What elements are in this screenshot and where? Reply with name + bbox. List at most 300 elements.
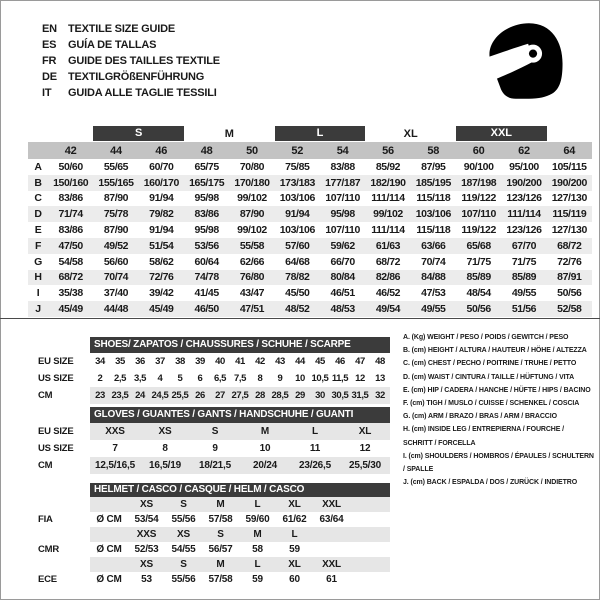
measurement-cell: 87/95 — [421, 160, 446, 173]
measurement-cell: 68/72 — [58, 271, 83, 284]
language-row — [42, 21, 220, 37]
measurement-row — [28, 285, 592, 301]
value-cell: 57/58 — [208, 514, 233, 525]
value-cell: 41 — [235, 356, 245, 367]
measurement-cell: 190/200 — [551, 176, 587, 189]
measurement-cell: 74/78 — [194, 271, 219, 284]
value-cell: XL — [358, 426, 372, 437]
value-cell: XS — [140, 559, 153, 570]
value-cell: L — [254, 499, 261, 510]
value-cell: 31,5 — [351, 390, 369, 401]
table-title: GLOVES / GUANTES / GANTS / HANDSCHUHE / GUANTI — [90, 407, 390, 423]
size-header-cell: 58 — [427, 144, 440, 157]
value-cell: 60 — [289, 574, 300, 585]
measurement-cell: 75/85 — [285, 160, 310, 173]
measurement-cell: 187/198 — [461, 176, 497, 189]
value-cell: XXL — [322, 499, 341, 510]
value-cell: 59 — [289, 544, 300, 555]
measurement-cell: 39/42 — [149, 287, 174, 300]
legend-item: H. (cm) INSIDE LEG / ENTREPIERNA / FOURCHE / SCHRITT / FORCELLA — [403, 426, 565, 447]
value-cell: L — [312, 426, 318, 437]
value-cell: 57/58 — [208, 574, 233, 585]
measurement-row — [28, 270, 592, 286]
legend-item: J. (cm) BACK / ESPALDA / DOS / ZURÜCK / INDIETRO — [403, 479, 578, 487]
measurement-cell: 160/170 — [143, 176, 179, 189]
size-header-cell: 42 — [64, 144, 77, 157]
size-header-row — [28, 142, 592, 159]
measurement-cell: 67/70 — [511, 239, 537, 252]
value-cell: 5 — [177, 373, 183, 384]
row-label — [28, 557, 90, 572]
table-row — [28, 512, 390, 527]
measurement-row — [28, 159, 592, 175]
measurement-cell: 72/76 — [149, 271, 174, 284]
measurement-cell: 71/75 — [466, 255, 491, 268]
value-cell: XXS — [136, 529, 157, 540]
measurement-cell: 91/94 — [149, 224, 174, 237]
size-header-cell: 48 — [200, 144, 213, 157]
measurement-cell: 56/60 — [103, 255, 129, 268]
value-cell: 44 — [295, 356, 305, 367]
value-cell: 45 — [315, 356, 325, 367]
value-cell: 63/64 — [319, 514, 344, 525]
measurement-cell: 90/100 — [463, 160, 494, 173]
measurement-cell: 70/74 — [103, 271, 129, 284]
measurement-cell: 70/80 — [239, 160, 265, 173]
row-label: E — [34, 224, 42, 237]
measurement-cell: 190/200 — [506, 176, 542, 189]
measurement-cell: 61/63 — [375, 239, 401, 252]
row-cells — [90, 542, 390, 557]
row-cells — [90, 423, 390, 440]
measurement-cell: 54/58 — [58, 255, 83, 268]
value-cell: 25,5 — [171, 390, 189, 401]
measurement-cell: 57/60 — [285, 239, 310, 252]
language-code: FR — [42, 55, 57, 67]
value-cell: 35 — [115, 356, 125, 367]
legend-item: C. (cm) CHEST / PECHO / POITRINE / TRUHE / PETTO — [403, 360, 577, 368]
measurement-cell: 103/106 — [279, 192, 315, 205]
gloves-size-table — [28, 407, 390, 474]
language-code: EN — [42, 23, 57, 35]
measurement-cell: 99/102 — [237, 224, 267, 237]
measurement-cell: 80/84 — [330, 271, 355, 284]
row-label — [28, 527, 90, 542]
measurement-cell: 35/38 — [58, 287, 83, 300]
measurement-cell: 50/56 — [557, 287, 582, 300]
table-title: SHOES/ ZAPATOS / CHAUSSURES / SCHUHE / SCARPE — [90, 337, 390, 353]
measurement-cell: 99/102 — [237, 192, 267, 205]
measurement-cell: 173/183 — [279, 176, 315, 189]
row-cells — [90, 353, 390, 370]
row-label: I — [36, 287, 40, 300]
measurement-cell: 150/160 — [53, 176, 89, 189]
guide-title: GUIDE DES TAILLES TEXTILE — [68, 55, 220, 67]
measurement-cell: 115/119 — [552, 208, 587, 221]
value-cell: 20/24 — [252, 460, 278, 471]
value-cell: Ø CM — [96, 514, 122, 525]
row-label: D — [34, 208, 42, 221]
measurement-cell: 48/53 — [330, 303, 355, 316]
guide-title: TEXTILGRÖßENFÜHRUNG — [68, 71, 205, 83]
language-row — [42, 37, 220, 53]
measurement-cell: 76/80 — [239, 271, 265, 284]
measurement-cell: 46/51 — [330, 287, 355, 300]
value-cell: 9 — [212, 443, 218, 454]
language-row — [42, 69, 220, 85]
measurement-cell: 182/190 — [370, 176, 406, 189]
textile-size-table — [28, 125, 592, 317]
value-cell: 48 — [375, 356, 385, 367]
measurement-cell: 83/88 — [330, 160, 355, 173]
helmet-icon — [483, 15, 565, 112]
value-cell: 26 — [195, 390, 205, 401]
table-row — [28, 423, 390, 440]
measurement-cell: 107/110 — [325, 192, 360, 205]
header-spacer — [28, 407, 90, 423]
guide-title: GUÍA DE TALLAS — [68, 39, 157, 51]
measurement-row — [28, 206, 592, 222]
measurement-cell: 105/115 — [552, 160, 587, 173]
measurement-legend — [403, 331, 595, 489]
row-label: B — [34, 176, 42, 189]
value-cell: 43 — [275, 356, 285, 367]
value-cell: 37 — [155, 356, 165, 367]
measurement-cell: 84/88 — [421, 271, 446, 284]
value-cell: 23,5 — [111, 390, 129, 401]
measurement-cell: 119/122 — [461, 192, 496, 205]
row-label: CMR — [38, 544, 60, 555]
measurement-cell: 71/74 — [58, 208, 83, 221]
row-cells — [90, 512, 390, 527]
row-label: CM — [38, 390, 53, 401]
measurement-cell: 64/68 — [285, 255, 310, 268]
measurement-cell: 47/53 — [421, 287, 446, 300]
measurement-cell: 68/72 — [557, 239, 582, 252]
measurement-cell: 127/130 — [551, 224, 587, 237]
measurement-cell: 103/106 — [415, 208, 451, 221]
value-cell: 10 — [295, 373, 305, 384]
value-cell: 40 — [215, 356, 225, 367]
measurement-cell: 52/58 — [557, 303, 582, 316]
row-label: ECE — [38, 574, 57, 585]
table-row — [28, 457, 390, 474]
measurement-cell: 127/130 — [551, 192, 587, 205]
value-cell: 52/53 — [134, 544, 159, 555]
measurement-cell: 55/58 — [239, 239, 265, 252]
value-cell: 18/21,5 — [199, 460, 231, 471]
measurement-cell: 79/82 — [149, 208, 174, 221]
measurement-cell: 177/187 — [325, 176, 361, 189]
measurement-cell: 50/60 — [58, 160, 83, 173]
value-cell: 23 — [95, 390, 105, 401]
value-cell: XL — [288, 499, 301, 510]
measurement-cell: 115/118 — [416, 224, 451, 237]
measurement-row — [28, 175, 592, 191]
language-row — [42, 85, 220, 101]
measurement-cell: 60/70 — [149, 160, 174, 173]
measurement-cell: 50/56 — [466, 303, 491, 316]
header-spacer — [28, 337, 90, 353]
measurement-cell: 71/75 — [511, 255, 537, 268]
value-cell: 55/56 — [171, 574, 196, 585]
size-group-label: M — [224, 127, 234, 140]
measurement-row — [28, 301, 592, 317]
row-label: EU SIZE — [38, 426, 74, 437]
value-cell: 28,5 — [271, 390, 289, 401]
measurement-cell: 75/78 — [103, 208, 129, 221]
value-cell: 6,5 — [213, 373, 226, 384]
value-cell: 47 — [355, 356, 365, 367]
value-cell: S — [180, 559, 187, 570]
legend-item: I. (cm) SHOULDERS / HOMBROS / ÉPAULES / SCHULTERN / SPALLE — [403, 452, 594, 474]
value-cell: XS — [158, 426, 172, 437]
row-cells — [90, 557, 390, 572]
value-cell: 30,5 — [331, 390, 349, 401]
table-row — [28, 527, 390, 542]
value-cell: Ø CM — [96, 574, 122, 585]
value-cell: XS — [177, 529, 190, 540]
legend-item: B. (cm) HEIGHT / ALTURA / HAUTEUR / HÖHE / ALTEZZA — [403, 347, 587, 355]
measurement-cell: 48/54 — [466, 287, 491, 300]
measurement-cell: 91/94 — [285, 208, 310, 221]
measurement-cell: 170/180 — [234, 176, 270, 189]
measurement-cell: 49/55 — [421, 303, 446, 316]
value-cell: XXL — [322, 559, 341, 570]
measurement-cell: 58/62 — [149, 255, 174, 268]
measurement-cell: 83/86 — [58, 192, 83, 205]
language-row — [42, 53, 220, 69]
row-label — [28, 497, 90, 512]
value-cell: 61/62 — [282, 514, 307, 525]
value-cell: 25,5/30 — [349, 460, 381, 471]
measurement-cell: 72/76 — [557, 255, 582, 268]
value-cell: 55/56 — [171, 514, 196, 525]
language-title-block — [42, 21, 220, 101]
row-cells — [90, 370, 390, 387]
measurement-cell: 46/52 — [375, 287, 401, 300]
value-cell: 30 — [315, 390, 325, 401]
measurement-cell: 107/110 — [325, 224, 360, 237]
measurement-cell: 47/50 — [58, 239, 83, 252]
value-cell: 61 — [326, 574, 337, 585]
value-cell: 10,5 — [311, 373, 329, 384]
value-cell: 24 — [135, 390, 145, 401]
table-row — [28, 497, 390, 512]
value-cell: 34 — [95, 356, 105, 367]
value-cell: 53 — [141, 574, 152, 585]
size-header-cell: 46 — [155, 144, 168, 157]
measurement-cell: 49/52 — [103, 239, 129, 252]
table-title: HELMET / CASCO / CASQUE / HELM / CASCO — [90, 483, 390, 497]
size-group-label: XL — [403, 127, 418, 140]
legend-item: A. (Kg) WEIGHT / PESO / POIDS / GEWITCH / PESO — [403, 334, 569, 341]
size-group-label: XXL — [456, 126, 547, 141]
header-spacer — [28, 483, 90, 497]
value-cell: 23/26,5 — [299, 460, 331, 471]
measurement-cell: 48/52 — [285, 303, 310, 316]
measurement-cell: 185/195 — [415, 176, 451, 189]
measurement-cell: 46/50 — [194, 303, 219, 316]
value-cell: 36 — [135, 356, 145, 367]
measurement-cell: 83/86 — [58, 224, 83, 237]
value-cell: 58 — [252, 544, 263, 555]
measurement-cell: 95/98 — [330, 208, 355, 221]
value-cell: 12,5/16,5 — [95, 460, 135, 471]
table-row — [28, 353, 390, 370]
language-code: ES — [42, 39, 57, 51]
value-cell: 27,5 — [231, 390, 249, 401]
value-cell: 10 — [259, 443, 271, 454]
measurement-cell: 85/89 — [466, 271, 491, 284]
guide-title: GUIDA ALLE TAGLIE TESSILI — [68, 87, 217, 99]
value-cell: XS — [140, 499, 153, 510]
measurement-cell: 83/86 — [194, 208, 219, 221]
value-cell: 53/54 — [134, 514, 159, 525]
row-label: CM — [38, 460, 53, 471]
measurement-cell: 95/100 — [509, 160, 539, 173]
value-cell: 59 — [252, 574, 263, 585]
value-cell: 4 — [157, 373, 163, 384]
value-cell: 7,5 — [233, 373, 246, 384]
value-cell: XXS — [105, 426, 125, 437]
row-label: J — [35, 303, 41, 316]
value-cell: 59/60 — [245, 514, 270, 525]
row-label: US SIZE — [38, 443, 74, 454]
value-cell: 29 — [295, 390, 305, 401]
measurement-cell: 70/74 — [421, 255, 446, 268]
measurement-cell: 107/110 — [461, 208, 496, 221]
legend-item: F. (cm) TIGH / MUSLO / CUISSE / SCHENKEL / COSCIA — [403, 400, 580, 408]
measurement-cell: 91/94 — [149, 192, 174, 205]
value-cell: 7 — [112, 443, 118, 454]
value-cell: M — [253, 529, 262, 540]
measurement-cell: 63/66 — [421, 239, 446, 252]
measurement-cell: 45/49 — [149, 303, 174, 316]
measurement-row — [28, 238, 592, 254]
value-cell: 39 — [195, 356, 205, 367]
measurement-cell: 65/68 — [466, 239, 491, 252]
table-row — [28, 542, 390, 557]
value-cell: 27 — [215, 390, 225, 401]
measurement-cell: 111/114 — [371, 192, 405, 205]
row-label: EU SIZE — [38, 356, 74, 367]
value-cell: 38 — [175, 356, 185, 367]
measurement-cell: 59/62 — [330, 239, 355, 252]
row-cells — [90, 440, 390, 457]
measurement-cell: 123/126 — [506, 224, 542, 237]
measurement-cell: 66/70 — [330, 255, 355, 268]
size-header-cell: 56 — [382, 144, 394, 157]
measurement-cell: 87/90 — [239, 208, 265, 221]
measurement-cell: 78/82 — [285, 271, 310, 284]
value-cell: 12 — [359, 443, 371, 454]
measurement-cell: 55/65 — [103, 160, 129, 173]
measurement-cell: 115/118 — [416, 192, 451, 205]
table-header — [28, 483, 390, 497]
value-cell: 2 — [97, 373, 103, 384]
row-label: F — [34, 239, 41, 252]
legend-item: D. (cm) WAIST / CINTURA / TAILLE / HÜFTUNG / VITA — [403, 373, 575, 381]
size-header-cell: 64 — [563, 144, 576, 157]
value-cell: 3,5 — [133, 373, 146, 384]
measurement-cell: 111/114 — [371, 224, 405, 237]
table-row — [28, 440, 390, 457]
value-cell: 11,5 — [331, 373, 349, 384]
row-label: US SIZE — [38, 373, 74, 384]
row-label: A — [34, 160, 42, 173]
row-cells — [90, 457, 390, 474]
measurement-cell: 47/51 — [239, 303, 265, 316]
value-cell: L — [254, 559, 261, 570]
value-cell: Ø CM — [96, 544, 122, 555]
measurement-cell: 68/72 — [375, 255, 401, 268]
value-cell: 8 — [162, 443, 168, 454]
value-cell: 2,5 — [113, 373, 126, 384]
measurement-row — [28, 191, 592, 207]
measurement-cell: 41/45 — [194, 287, 219, 300]
value-cell: S — [180, 499, 187, 510]
size-header-cell: 54 — [336, 144, 349, 157]
size-group-label: S — [93, 126, 184, 141]
measurement-cell: 123/126 — [506, 192, 542, 205]
measurement-cell: 45/50 — [285, 287, 310, 300]
measurement-cell: 49/54 — [375, 303, 401, 316]
guide-title: TEXTILE SIZE GUIDE — [68, 23, 176, 35]
value-cell: 11 — [309, 443, 321, 454]
table-row — [28, 387, 390, 404]
value-cell: 13 — [375, 373, 385, 384]
value-cell: L — [291, 529, 298, 540]
measurement-cell: 49/55 — [511, 287, 537, 300]
measurement-cell: 111/114 — [507, 208, 541, 221]
measurement-cell: 119/122 — [461, 224, 496, 237]
table-row — [28, 370, 390, 387]
measurement-cell: 155/165 — [98, 176, 134, 189]
row-label: FIA — [38, 514, 53, 525]
size-header-cell: 60 — [472, 144, 485, 157]
helmet-size-table — [28, 483, 390, 587]
value-cell: 32 — [375, 390, 385, 401]
measurement-cell: 95/98 — [194, 192, 219, 205]
size-header-cell: 52 — [291, 144, 304, 157]
measurement-cell: 62/66 — [239, 255, 265, 268]
measurement-cell: 85/89 — [511, 271, 537, 284]
row-cells — [90, 497, 390, 512]
value-cell: 6 — [197, 373, 203, 384]
value-cell: 54/55 — [171, 544, 196, 555]
legend-item: G. (cm) ARM / BRAZO / BRAS / ARM / BRACCIO — [403, 413, 557, 421]
size-header-cell: 50 — [246, 144, 258, 157]
value-cell: 12 — [355, 373, 365, 384]
measurement-cell: 43/47 — [239, 287, 265, 300]
value-cell: 46 — [335, 356, 345, 367]
value-cell: 24,5 — [151, 390, 169, 401]
size-group-label: L — [275, 126, 366, 141]
shoes-size-table — [28, 337, 390, 404]
row-cells — [90, 572, 390, 587]
legend-item: E. (cm) HIP / CADERA / HANCHE / HÜFTE / HIPS / BACINO — [403, 386, 591, 394]
measurement-cell: 87/90 — [103, 224, 129, 237]
language-code: IT — [42, 87, 52, 99]
table-header — [28, 337, 390, 353]
language-code: DE — [42, 71, 57, 83]
measurement-cell: 44/48 — [103, 303, 129, 316]
measurement-cell: 37/40 — [103, 287, 129, 300]
value-cell: S — [217, 529, 224, 540]
measurement-cell: 103/106 — [279, 224, 315, 237]
size-group-row — [28, 125, 592, 142]
